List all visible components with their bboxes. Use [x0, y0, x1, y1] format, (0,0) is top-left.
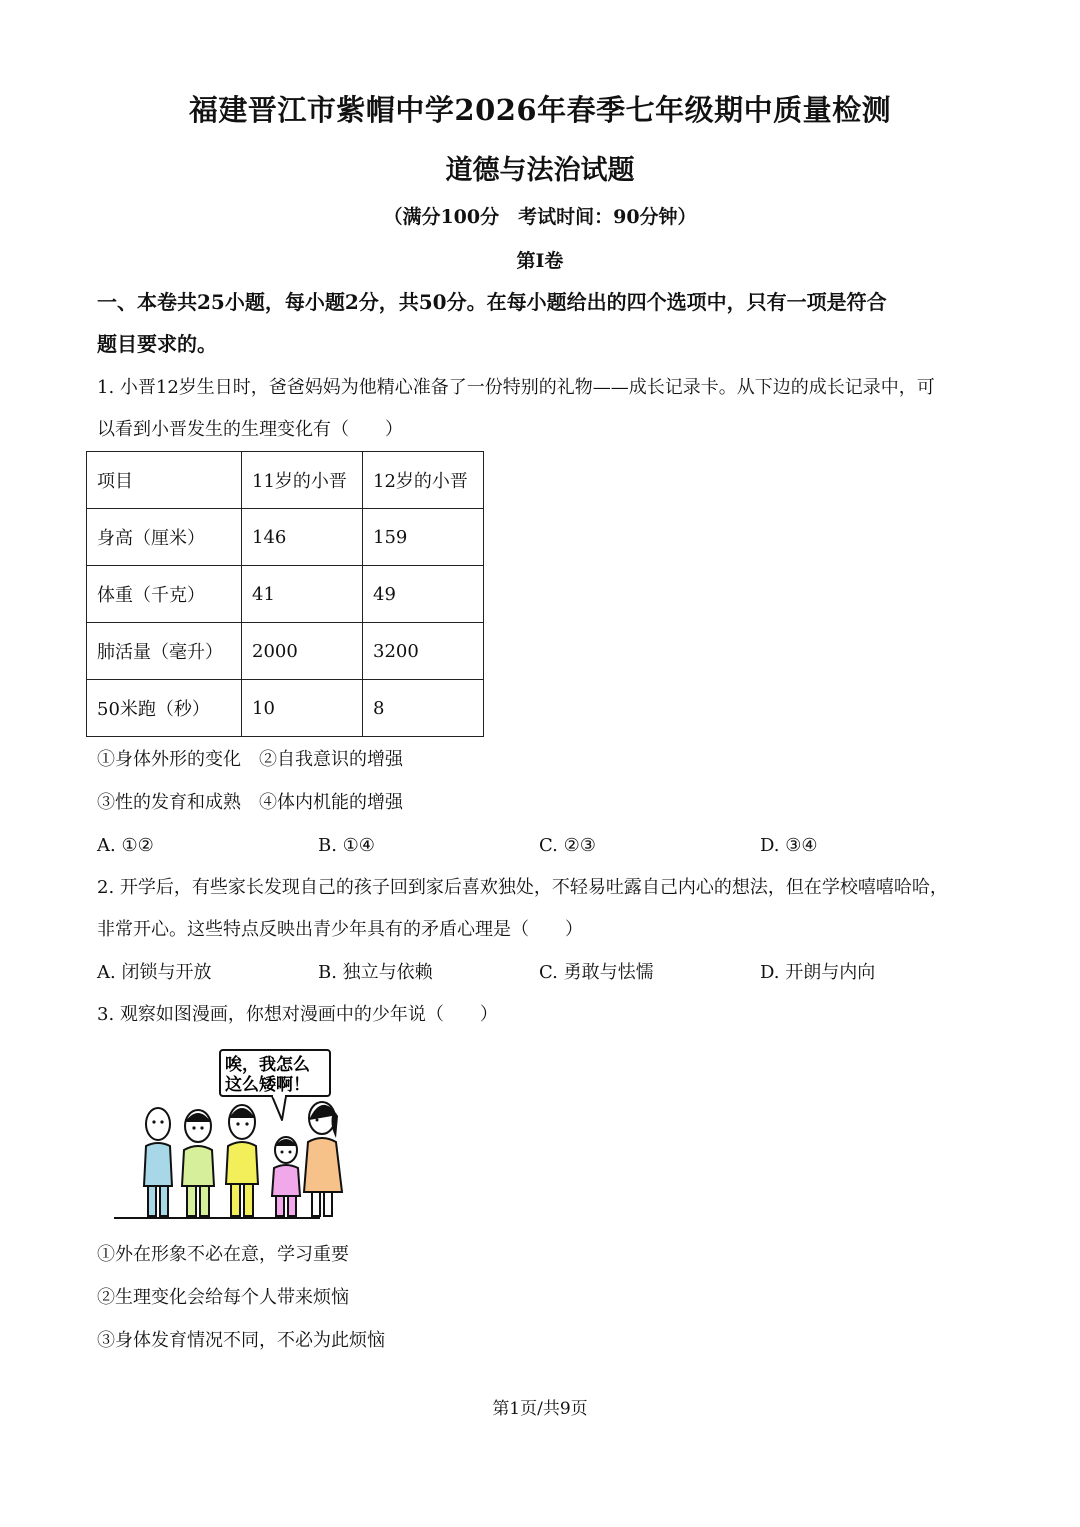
- q2-option-b[interactable]: B. 独立与依赖: [318, 962, 433, 983]
- table-cell: 体重（千克）: [87, 566, 242, 623]
- table-header-cell: 11岁的小晋: [242, 452, 363, 509]
- table-cell: 146: [242, 509, 363, 566]
- table-header-cell: 12岁的小晋: [363, 452, 484, 509]
- exam-info: （满分100分 考试时间：90分钟）: [383, 206, 697, 228]
- kid4-shirt: [272, 1165, 300, 1196]
- q1-stem-line2: 以看到小晋发生的生理变化有（ ）: [97, 419, 403, 440]
- table-cell: 3200: [363, 623, 484, 680]
- child-figure-4-short: [272, 1137, 300, 1216]
- q1-option-c[interactable]: C. ②③: [539, 835, 596, 856]
- q2-option-c[interactable]: C. 勇敢与怯懦: [539, 962, 654, 983]
- q2-option-a[interactable]: A. 闭锁与开放: [97, 962, 212, 983]
- section-instruction-line1: 一、本卷共25小题，每小题2分，共50分。在每小题给出的四个选项中，只有一项是符合: [97, 290, 887, 314]
- q1-stem-line1: 1. 小晋12岁生日时，爸爸妈妈为他精心准备了一份特别的礼物——成长记录卡。从下边的成长记录中，可: [97, 377, 935, 398]
- q2-stem-line2: 非常开心。这些特点反映出青少年具有的矛盾心理是（ ）: [97, 919, 583, 940]
- bubble-text-line2: 这么矮啊！: [225, 1075, 310, 1095]
- q3-statement-2: ②生理变化会给每个人带来烦恼: [97, 1287, 349, 1308]
- child-figure-1: [144, 1108, 172, 1216]
- q2-stem-line1: 2. 开学后，有些家长发现自己的孩子回到家后喜欢独处，不轻易吐露自己内心的想法，但在学校嘻嘻哈哈，: [97, 877, 948, 898]
- q3-statement-1: ①外在形象不必在意，学习重要: [97, 1244, 349, 1265]
- table-cell: 8: [363, 680, 484, 737]
- table-row: [87, 509, 484, 566]
- table-row: [87, 680, 484, 737]
- table-cell: 50米跑（秒）: [87, 680, 242, 737]
- q1-option-b[interactable]: B. ①④: [318, 835, 375, 856]
- table-row: [87, 623, 484, 680]
- page-number-footer: 第1页/共9页: [492, 1399, 588, 1419]
- q1-option-d[interactable]: D. ③④: [760, 835, 818, 856]
- section-instruction-line2: 题目要求的。: [97, 332, 217, 356]
- growth-record-table: [86, 451, 484, 737]
- exam-title: 福建晋江市紫帽中学2026年春季七年级期中质量检测: [188, 93, 892, 127]
- child-figure-2: [182, 1110, 214, 1216]
- table-row: [87, 566, 484, 623]
- q3-statement-3: ③身体发育情况不同，不必为此烦恼: [97, 1330, 385, 1351]
- q1-statement-line1: ①身体外形的变化 ②自我意识的增强: [97, 749, 403, 770]
- bubble-text-line1: 唉，我怎么: [225, 1055, 310, 1075]
- kid1-shirt: [144, 1143, 172, 1186]
- table-cell: 2000: [242, 623, 363, 680]
- table-cell: 肺活量（毫升）: [87, 623, 242, 680]
- subject-title: 道德与法治试题: [445, 155, 635, 186]
- q2-option-d[interactable]: D. 开朗与内向: [760, 962, 876, 983]
- table-cell: 41: [242, 566, 363, 623]
- cartoon-illustration: [110, 1046, 350, 1226]
- q3-stem: 3. 观察如图漫画，你想对漫画中的少年说（ ）: [97, 1004, 498, 1025]
- table-cell: 10: [242, 680, 363, 737]
- volume-label: 第I卷: [516, 250, 564, 272]
- kid2-shirt: [182, 1146, 214, 1186]
- table-header-cell: 项目: [87, 452, 242, 509]
- child-figure-3: [226, 1105, 258, 1216]
- child-figure-5: [304, 1102, 342, 1216]
- table-cell: 159: [363, 509, 484, 566]
- q1-statement-line2: ③性的发育和成熟 ④体内机能的增强: [97, 792, 403, 813]
- table-header-row: [87, 452, 484, 509]
- kid3-shirt: [226, 1142, 258, 1184]
- table-cell: 身高（厘米）: [87, 509, 242, 566]
- kid5-dress: [304, 1138, 342, 1192]
- q1-option-a[interactable]: A. ①②: [97, 835, 154, 856]
- table-cell: 49: [363, 566, 484, 623]
